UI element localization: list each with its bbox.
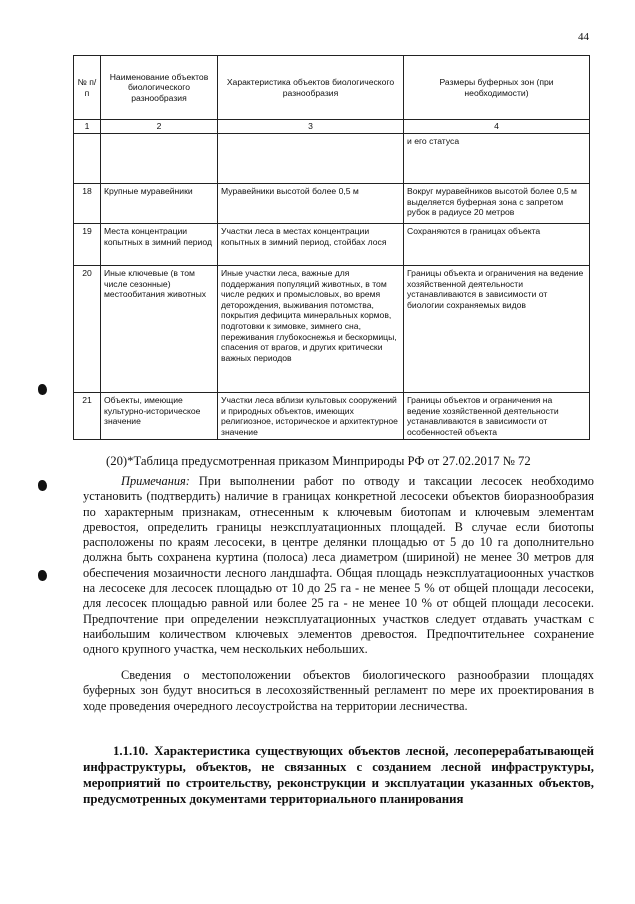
row-buffer: Границы объекта и ограничения на ведение хозяйственной деятельности устанавливаются в зависимости от биологии сохраняемых видов [404, 266, 590, 393]
header-number: № п/п [74, 56, 101, 120]
table-row [74, 184, 590, 224]
location-paragraph: Сведения о местоположении объектов биологического разнообразии площадях буферных зон будут вноситься в лесохозяйственный регламент по мере их проектирования в ходе проведения очередного лесоустройства на территории лесничества. [83, 668, 594, 713]
row-number: 20 [74, 266, 101, 393]
row-buffer: Границы объектов и ограничения на ведение хозяйственной деятельности устанавливаются в зависимости от особенностей объекта [404, 393, 590, 440]
column-index: 2 [101, 120, 218, 134]
row-characteristic: Иные участки леса, важные для поддержания популяций животных, в том числе редких и промысловых, во время деторождения, выживания потомства, покрытия дефицита минеральных кормов, подготовки к зимовке, зимнего сна, переживания глубокоснежья и бескормицы, спасения от врагов, и других критически важных периодов [218, 266, 404, 393]
row-characteristic [218, 134, 404, 184]
row-name: Иные ключевые (в том числе сезонные) местообитания животных [101, 266, 218, 393]
row-number [74, 134, 101, 184]
table-row [74, 224, 590, 266]
table-row [74, 393, 590, 440]
punch-hole-mark [38, 384, 47, 395]
table-row [74, 134, 590, 184]
row-name: Места концентрации копытных в зимний период [101, 224, 218, 266]
header-characteristic: Характеристика объектов биологического разнообразия [218, 56, 404, 120]
notes-label: Примечания: [121, 474, 190, 488]
row-number: 18 [74, 184, 101, 224]
row-buffer: Вокруг муравейников высотой более 0,5 м выделяется буферная зона с запретом рубок в радиусе 20 метров [404, 184, 590, 224]
row-buffer: и его статуса [404, 134, 590, 184]
punch-hole-mark [38, 480, 47, 491]
table-caption: (20)*Таблица предусмотренная приказом Минприроды РФ от 27.02.2017 № 72 [106, 454, 531, 468]
row-characteristic: Участки леса в местах концентрации копытных в зимний период, стойбах лося [218, 224, 404, 266]
row-name: Крупные муравейники [101, 184, 218, 224]
row-name [101, 134, 218, 184]
biodiversity-table [73, 55, 589, 440]
notes-text: При выполнении работ по отводу и таксации лесосек необходимо установить (подтвердить) наличие в границах конкретной лесосеки объектов биоразнообразия по характерным признакам, отнесенным к ключевым биотопам и ключевым элементам древостоя, определить границы неэксплуатационных площадей. В случае если биотопы расположены по краям лесосеки, в центре делянки площадью от 5 до 10 га дополнительно должна быть сохранена куртина (полоса) леса диаметром (шириной) не менее 30 метров для обеспечения мозаичности лесного ландшафта. Общая площадь неэксплуатациоонных участков на лесосеке для лесосек площадью от 10 до 25 га - не менее 5 % от общей площади лесосеки, для лесосек площадью равной или более 25 га - не менее 10 % от общей площади лесосеки. Предпочтение при определении неэксплуатационных участков следует отдавать участкам с наибольшим количеством ключевых элементов древостоя. Предпочтительнее сохранение одного крупного участка, чем нескольких небольших. [83, 474, 594, 657]
header-name: Наименование объектов биологического разнообразия [101, 56, 218, 120]
notes-paragraph [83, 474, 594, 658]
row-number: 19 [74, 224, 101, 266]
column-index: 4 [404, 120, 590, 134]
section-title: Характеристика существующих объектов лесной, лесоперерабатывающей инфраструктуры, объектов, не связанных с созданием лесной инфраструктуры, мероприятий по строительству, реконструкции и эксплуатации указанных объектов, предусмотренных документами территориального планирования [83, 744, 594, 807]
header-buffer: Размеры буферных зон (при необходимости) [404, 56, 590, 120]
column-index: 1 [74, 120, 101, 134]
column-index-row [74, 120, 590, 134]
row-buffer: Сохраняются в границах объекта [404, 224, 590, 266]
row-characteristic: Муравейники высотой более 0,5 м [218, 184, 404, 224]
punch-hole-mark [38, 570, 47, 581]
table-row [74, 266, 590, 393]
section-heading [83, 743, 594, 807]
section-number: 1.1.10. [113, 744, 149, 758]
row-name: Объекты, имеющие культурно-историческое значение [101, 393, 218, 440]
row-number: 21 [74, 393, 101, 440]
row-characteristic: Участки леса вблизи культовых сооружений и природных объектов, имеющих религиозное, историческое и архитектурное значение [218, 393, 404, 440]
column-index: 3 [218, 120, 404, 134]
page-number: 44 [578, 31, 589, 43]
